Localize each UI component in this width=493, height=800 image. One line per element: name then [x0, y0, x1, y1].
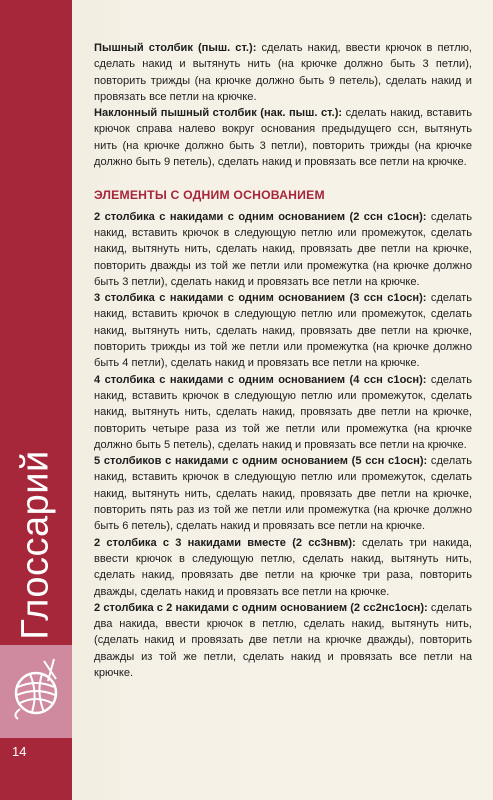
entry-text: сделать накид, вставить крючок в следующую петлю или промежуток, сделать накид, вытянуть нить, сделать накид, провязать две петли на крючке, повторить пять раз из той же петли или промежутка (на крючке должно быть 6 петель), сделать накид и провязать все петли на крючке. [94, 455, 472, 533]
entry-term: 3 столбика с накидами с одним основанием (3 ссн с1осн): [94, 292, 427, 305]
yarn-ball-icon [8, 657, 64, 721]
entry-term: Пышный столбик (пыш. ст.): [94, 42, 257, 54]
page-number-block [0, 738, 72, 800]
entry-text: сделать три накида, ввести крючок в следующую петлю, сделать накид, вытянуть нить, сделать накид, провязать две петли на крючке три раза, повторить дважды, сделать накид и провязать все петли на крючке. [94, 536, 472, 598]
entry-term: 4 столбика с накидами с одним основанием (4 ссн с1осн): [94, 373, 427, 386]
glossary-entry [94, 372, 472, 453]
entry-term: 5 столбиков с накидами с одним основанием (5 ссн с1осн): [94, 455, 428, 468]
entry-text: сделать накид, вставить крючок в следующую петлю или промежуток, сделать накид, вытянуть нить, сделать накид, провязать две петли на крючке, повторить дважды из той же петли или промежутка (на крючке должно быть 3 петли), сделать накид и провязать все петли на крючке. [94, 210, 472, 288]
glossary-entry [94, 209, 472, 290]
entry-term: 2 столбика с 3 накидами вместе (2 сс3нвм): [94, 536, 356, 549]
section-title: ЭЛЕМЕНТЫ С ОДНИМ ОСНОВАНИЕМ [94, 188, 325, 203]
glossary-entry [94, 40, 472, 105]
entry-term: 2 столбика с 2 накидами с одним основанием (2 сс2нс1осн): [94, 601, 428, 614]
entry-text: сделать накид, вставить крючок в следующую петлю или промежуток, сделать накид, вытянуть нить, сделать накид, провязать две петли на крючке, повторить четыре раза из той же петли или промежутка (на крючке должно быть 5 петель), сделать накид и провязать все петли на крючке. [94, 373, 472, 451]
glossary-entry [94, 535, 472, 600]
entry-text: сделать накид, вставить крючок в следующую петлю или промежуток, сделать накид, вытянуть нить, сделать накид, провязать две петли на крючке, повторить трижды из той же петли или промежутка (на крючке должно быть 4 петли), сделать накид и провязать все петли на крючке. [94, 292, 472, 370]
entry-term: Наклонный пышный столбик (нак. пыш. ст.): [94, 107, 343, 120]
sidebar-title-text: Глоссарий [14, 450, 57, 640]
glossary-entry [94, 600, 472, 681]
glossary-entry [94, 105, 472, 170]
entry-text: сделать накид, ввести крючок в петлю, сделать накид и вытянуть нить (на крючке должно быть 3 петли), повторить трижды (на крючке должно быть 9 петель), сделать накид и провязать все петли на крючке. [94, 42, 472, 103]
entry-text: сделать два накида, ввести крючок в петлю, сделать накид, вытянуть нить, (сделать накид и провязать две петли на крючке дважды), повторить дважды из той же петли, сделать накид и провязать все петли на крючке. [94, 601, 472, 679]
sidebar-title [0, 445, 72, 645]
glossary-entry [94, 290, 472, 371]
yarn-block [0, 645, 72, 738]
glossary-content [94, 40, 472, 681]
page-number: 14 [12, 744, 27, 759]
entry-text: сделать накид, вставить крючок справа налево вокруг основания предыдущего ссн, вытянуть нить (на крючке должно быть 3 петли), повторить трижды (на крючке должно быть 9 петель), сделать накид и провязать все петли на крючке. [94, 107, 473, 169]
entry-term: 2 столбика с накидами с одним основанием (2 ссн с1осн): [94, 210, 427, 223]
glossary-entry [94, 453, 472, 534]
